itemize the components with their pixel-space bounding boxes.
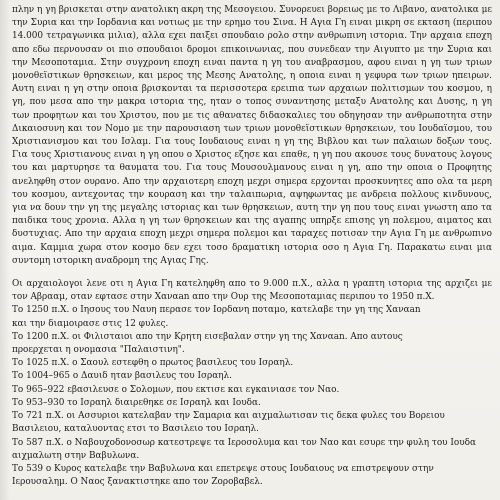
timeline-line: Το 721 π.Χ. οι Ασσυριοι κατελαβαν την Σαμαρια και αιχμαλωτισαν τις δεκα φυλες του Βορειου bbox=[12, 411, 445, 422]
timeline-line: και την διαμοιρασε στις 12 φυλες. bbox=[12, 318, 169, 329]
timeline-line: προερχεται η ονομασια "Παλαιστινη". bbox=[12, 345, 185, 356]
history-intro-paragraph: Οι αρχαιολογοι λενε οτι η Αγια Γη κατεληφθη απο το 9.000 π.Χ., αλλα η γραπτη ιστορια της αρχιζει με τον Αβρααμ, οταν εφτασε στην Χαναan απο την Ουρ της Μεσοποταμιας περιπου το 1950 π.Χ. bbox=[12, 279, 492, 303]
body-paragraph: πλην η γη βρισκεται στην ανατολικη ακρη της Μεσογειου. Συνορευει βορειως με το Λιβανο, ανατολικα με την Συρια και την Ιορδανια και νοτιως με την ερημο του Σινα. Η Αγια Γη ειναι μικρη σε εκταση (περιπου 14.000 τετραγωνικα μιλια), αλλα εχει παιξει σπουδαιο ρολο στην ανθρωπινη ιστορια. Την αρχαια εποχη απο εδω περνουσαν οι πιο σπουδαιοι δρομοι επικοινωνιας, που συνεδεαν την Αιγυπτο με την Συρια και την Μεσοποταμια. Στην συγχρονη εποχη ειναι παντα η γη του αναβρασμου, αφου ειναι η γη των τριων μονοθεϊστικων θρησκειων, και μερος της Μεσης Ανατολης, η οποια ειναι η γεφυρα των τριων ηπειρων. Αυτη ειναι η γη στην οποια βρισκονται τα περισσοτερα ερειπια των αρχαιων πολιτισμων του κοσμου, η γη, που μεσα απο την μακρα ιστορια της, ηταν ο τοπος συναντησης μεταξυ Ανατολης και Δυσης, η γη των προφητων και του Χριστου, που με τις αθανατες διδασκαλιες του οδηγησαν την ανθρωποτητα στην Δικαιοσυνη και τον Νομο με την παρουσιαση των τριων μονοθεϊστικων θρησκειων, του Ιουδαϊσμου, του Χριστιανισμου και του Ισλαμ. Για τους Ιουδαιους ειναι η γη της Βιβλου και των παλαιων δοξων τους. Για τους Χριστιανους ειναι η γη οπου ο Χριστος εζησε και επαθε, η γη που ακουσε τους δυνατους λογους του και μαρτυρησε τα θαυματα του. Για τους Μουσουλμανους ειναι η γη, απο την οποια ο Προφητης ανεληφθη στον ουρανο. Απο την αρχαιοτερη εποχη μεχρι σημερα ερχονται προσκυνητες απο ολα τα μερη του κοσμου, αντεχοντας την κουραση και την ταλαιπωρια, αψηφωντας με ανδρεια πολλους κινδυνους, για να δουν την γη της μεγαλης ιστοριας και των θρησκειων, αυτη την γη που τους ειναι γνωστη απο τα παιδικα τους χρονια. Αλλα η γη των θρησκειων και της αγαπης υπηρξε επισης γη πολεμου, αιματος και δυστυχιας. Απο την αρχαια εποχη μεχρι σημερα πολεμοι και ταραχες ποτισαν την Αγια Γη με ανθρωπινο αιμα. Καμμια χωρα στον κοσμο δεν εχει τοσο δραματικη ιστορια οσο η Αγια Γη. Παρακατω ειναι μια συντομη ιστορικη αναδρομη της Αγιας Γης. bbox=[12, 5, 492, 266]
timeline-line: Βασιλειου, καταλυοντας ετσι το Βασιλειο του Ισραηλ. bbox=[12, 424, 259, 435]
timeline-line: Το 1250 π.Χ. ο Ιησους του Ναυη περασε τον Ιορδανη ποταμο, κατελαβε την γη της Χαναan bbox=[12, 305, 421, 316]
timeline-line: Το 965–922 εβασιλευσε ο Σολομων, που εκτισε και εγκαινιασε τον Ναο. bbox=[12, 384, 340, 395]
page-binding-shadow bbox=[0, 0, 10, 500]
timeline-line: Το 1200 π.Χ. οι Φιλισταιοι απο την Κρητη εισεβαλαν στην γη της Χαναan. Απο αυτους bbox=[12, 331, 403, 342]
timeline-line: Το 539 ο Κυρος κατελαβε την Βαβυλωνα και επετρεψε στους Ιουδαιους να επιστρεψουν στην bbox=[12, 463, 434, 474]
timeline-list bbox=[12, 304, 492, 489]
timeline-line: αιχμαλωτη στην Βαβυλωνα. bbox=[12, 450, 140, 461]
timeline-line: Το 953–930 το Ισραηλ διαιρεθηκε σε Ισραηλ και Ιουδα. bbox=[12, 397, 261, 408]
timeline-line: Το 1025 π.Χ. ο Σαουλ εστεφθη ο πρωτος βασιλευς του Ισραηλ. bbox=[12, 358, 294, 369]
paragraph-gap bbox=[12, 268, 492, 278]
timeline-line: Ιερουσαλημ. Ο Ναος ξανακτιστηκε απο τον Ζοροβαβελ. bbox=[12, 477, 263, 488]
timeline-line: Το 587 π.Χ. ο Ναβουχοδονοσωρ κατεστρεψε τα Ιεροσολυμα και τον Ναο και εσυρε την φυλη του Ιουδα bbox=[12, 437, 476, 448]
timeline-line: Το 1004–965 ο Δαυιδ ηταν βασιλευς του Ισραηλ. bbox=[12, 371, 232, 382]
